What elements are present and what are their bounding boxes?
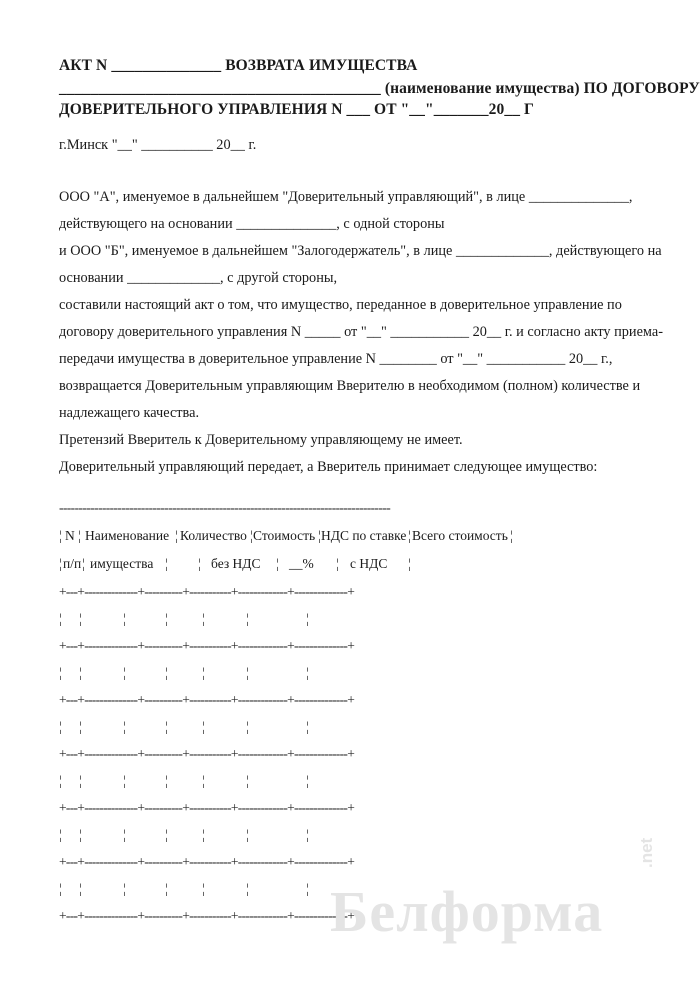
table-cell-border: ¦ [123, 719, 126, 734]
table-cell-border: ¦ [246, 611, 249, 626]
table-cell-border: ¦ [59, 827, 62, 842]
table-cell-border: ¦ [202, 611, 205, 626]
table-cell-border: ¦ [59, 665, 62, 680]
table-cell-border: ¦ [202, 773, 205, 788]
table-cell-border: ¦ [246, 773, 249, 788]
act-title-line-2: _________________________________________ (наименование имущества) ПО ДОГОВОРУ [59, 80, 700, 97]
watermark-logo: Белформа [330, 879, 604, 944]
table-cell-border: ¦ [79, 611, 82, 626]
paragraph-line: Претензий Вверитель к Доверительному управляющему не имеет. [59, 432, 463, 448]
table-cell-border: ¦ [79, 665, 82, 680]
header-quantity: Количество [180, 528, 247, 543]
header-total: Всего стоимость [412, 528, 508, 543]
table-cell-border: ¦ [246, 665, 249, 680]
header-with-vat: с НДС [350, 556, 388, 571]
header-vat-percent: __% [289, 556, 314, 571]
paragraph-line: основании _____________, с другой стороны, [59, 270, 338, 286]
header-name: Наименование [85, 528, 170, 543]
table-cell-border: ¦ [59, 881, 62, 896]
header-vat: НДС по ставке [321, 528, 407, 543]
table-cell-border: ¦ [123, 773, 126, 788]
table-cell-border: ¦ [59, 773, 62, 788]
table-cell-border: ¦ [165, 665, 168, 680]
table-separator: +---+--------------+----------+-----------+-------------+--------------+ [59, 854, 355, 869]
table-separator: +---+--------------+----------+-----------+-------------+--------------+ [59, 692, 355, 707]
table-cell-border: ¦ [165, 881, 168, 896]
table-cell-border: ¦ [59, 611, 62, 626]
table-cell-border: ¦ [246, 719, 249, 734]
place-date: г.Минск "__" __________ 20__ г. [59, 137, 257, 153]
table-cell-border: ¦ [123, 611, 126, 626]
table-cell-border: ¦ [306, 719, 309, 734]
paragraph-line: возвращается Доверительным управляющим Вверителю в необходимом (полном) количестве и [59, 378, 641, 394]
table-cell-border: ¦ [79, 827, 82, 842]
table-cell-border: ¦ [202, 827, 205, 842]
table-cell-border: ¦ [165, 719, 168, 734]
table-cell-border: ¦ [246, 881, 249, 896]
table-cell-border: ¦ [306, 881, 309, 896]
table-cell-border: ¦ [202, 719, 205, 734]
table-cell-border: ¦ [123, 665, 126, 680]
table-cell-border: ¦ [306, 611, 309, 626]
table-top-rule: ------------------------------------------------------------------------------------- [59, 500, 391, 515]
table-separator: +---+--------------+----------+-----------+-------------+--------------+ [59, 746, 355, 761]
table-cell-border: ¦ [123, 881, 126, 896]
table-cell-border: ¦ [306, 665, 309, 680]
paragraph-line: и ООО "Б", именуемое в дальнейшем "Залогодержатель", в лице _____________, действующего на [59, 243, 662, 259]
paragraph-line: действующего на основании ______________, с одной стороны [59, 216, 445, 232]
paragraph-line: договору доверительного управления N _____ от "__" ___________ 20__ г. и согласно акту приема- [59, 324, 663, 340]
table-cell-border: ¦ [79, 773, 82, 788]
header-n: N [65, 528, 75, 543]
table-cell-border: ¦ [165, 773, 168, 788]
header-pp: п/п [63, 556, 82, 571]
header-cost: Стоимость [253, 528, 316, 543]
act-title-line-3: ДОВЕРИТЕЛЬНОГО УПРАВЛЕНИЯ N ___ ОТ "__"_______20__ Г [59, 101, 534, 118]
paragraph-line: Доверительный управляющий передает, а Вверитель принимает следующее имущество: [59, 459, 598, 475]
paragraph-line: передачи имущества в доверительное управление N ________ от "__" ___________ 20__ г., [59, 351, 613, 367]
paragraph-line: надлежащего качества. [59, 405, 200, 421]
table-cell-border: ¦ [202, 665, 205, 680]
watermark-logo-suffix: .net [637, 837, 656, 868]
paragraph-line: ООО "А", именуемое в дальнейшем "Доверительный управляющий", в лице ______________, [59, 189, 633, 205]
table-cell-border: ¦ [59, 719, 62, 734]
paragraph-line: составили настоящий акт о том, что имущество, переданное в доверительное управление по [59, 297, 622, 313]
table-cell-border: ¦ [123, 827, 126, 842]
table-cell-border: ¦ [246, 827, 249, 842]
table-separator: +---+--------------+----------+-----------+-------------+--------------+ [59, 638, 355, 653]
table-cell-border: ¦ [306, 827, 309, 842]
table-cell-border: ¦ [165, 611, 168, 626]
header-property: имущества [90, 556, 154, 571]
table-cell-border: ¦ [79, 881, 82, 896]
table-cell-border: ¦ [79, 719, 82, 734]
table-cell-border: ¦ [306, 773, 309, 788]
act-title-line-1: АКТ N ______________ ВОЗВРАТА ИМУЩЕСТВА [59, 57, 418, 74]
table-separator: +---+--------------+----------+-----------+-------------+--------------+ [59, 800, 355, 815]
table-separator: +---+--------------+----------+-----------+-------------+--------------+ [59, 908, 355, 923]
table-cell-border: ¦ [202, 881, 205, 896]
table-separator: +---+--------------+----------+-----------+-------------+--------------+ [59, 584, 355, 599]
table-cell-border: ¦ [165, 827, 168, 842]
header-without-vat: без НДС [211, 556, 261, 571]
